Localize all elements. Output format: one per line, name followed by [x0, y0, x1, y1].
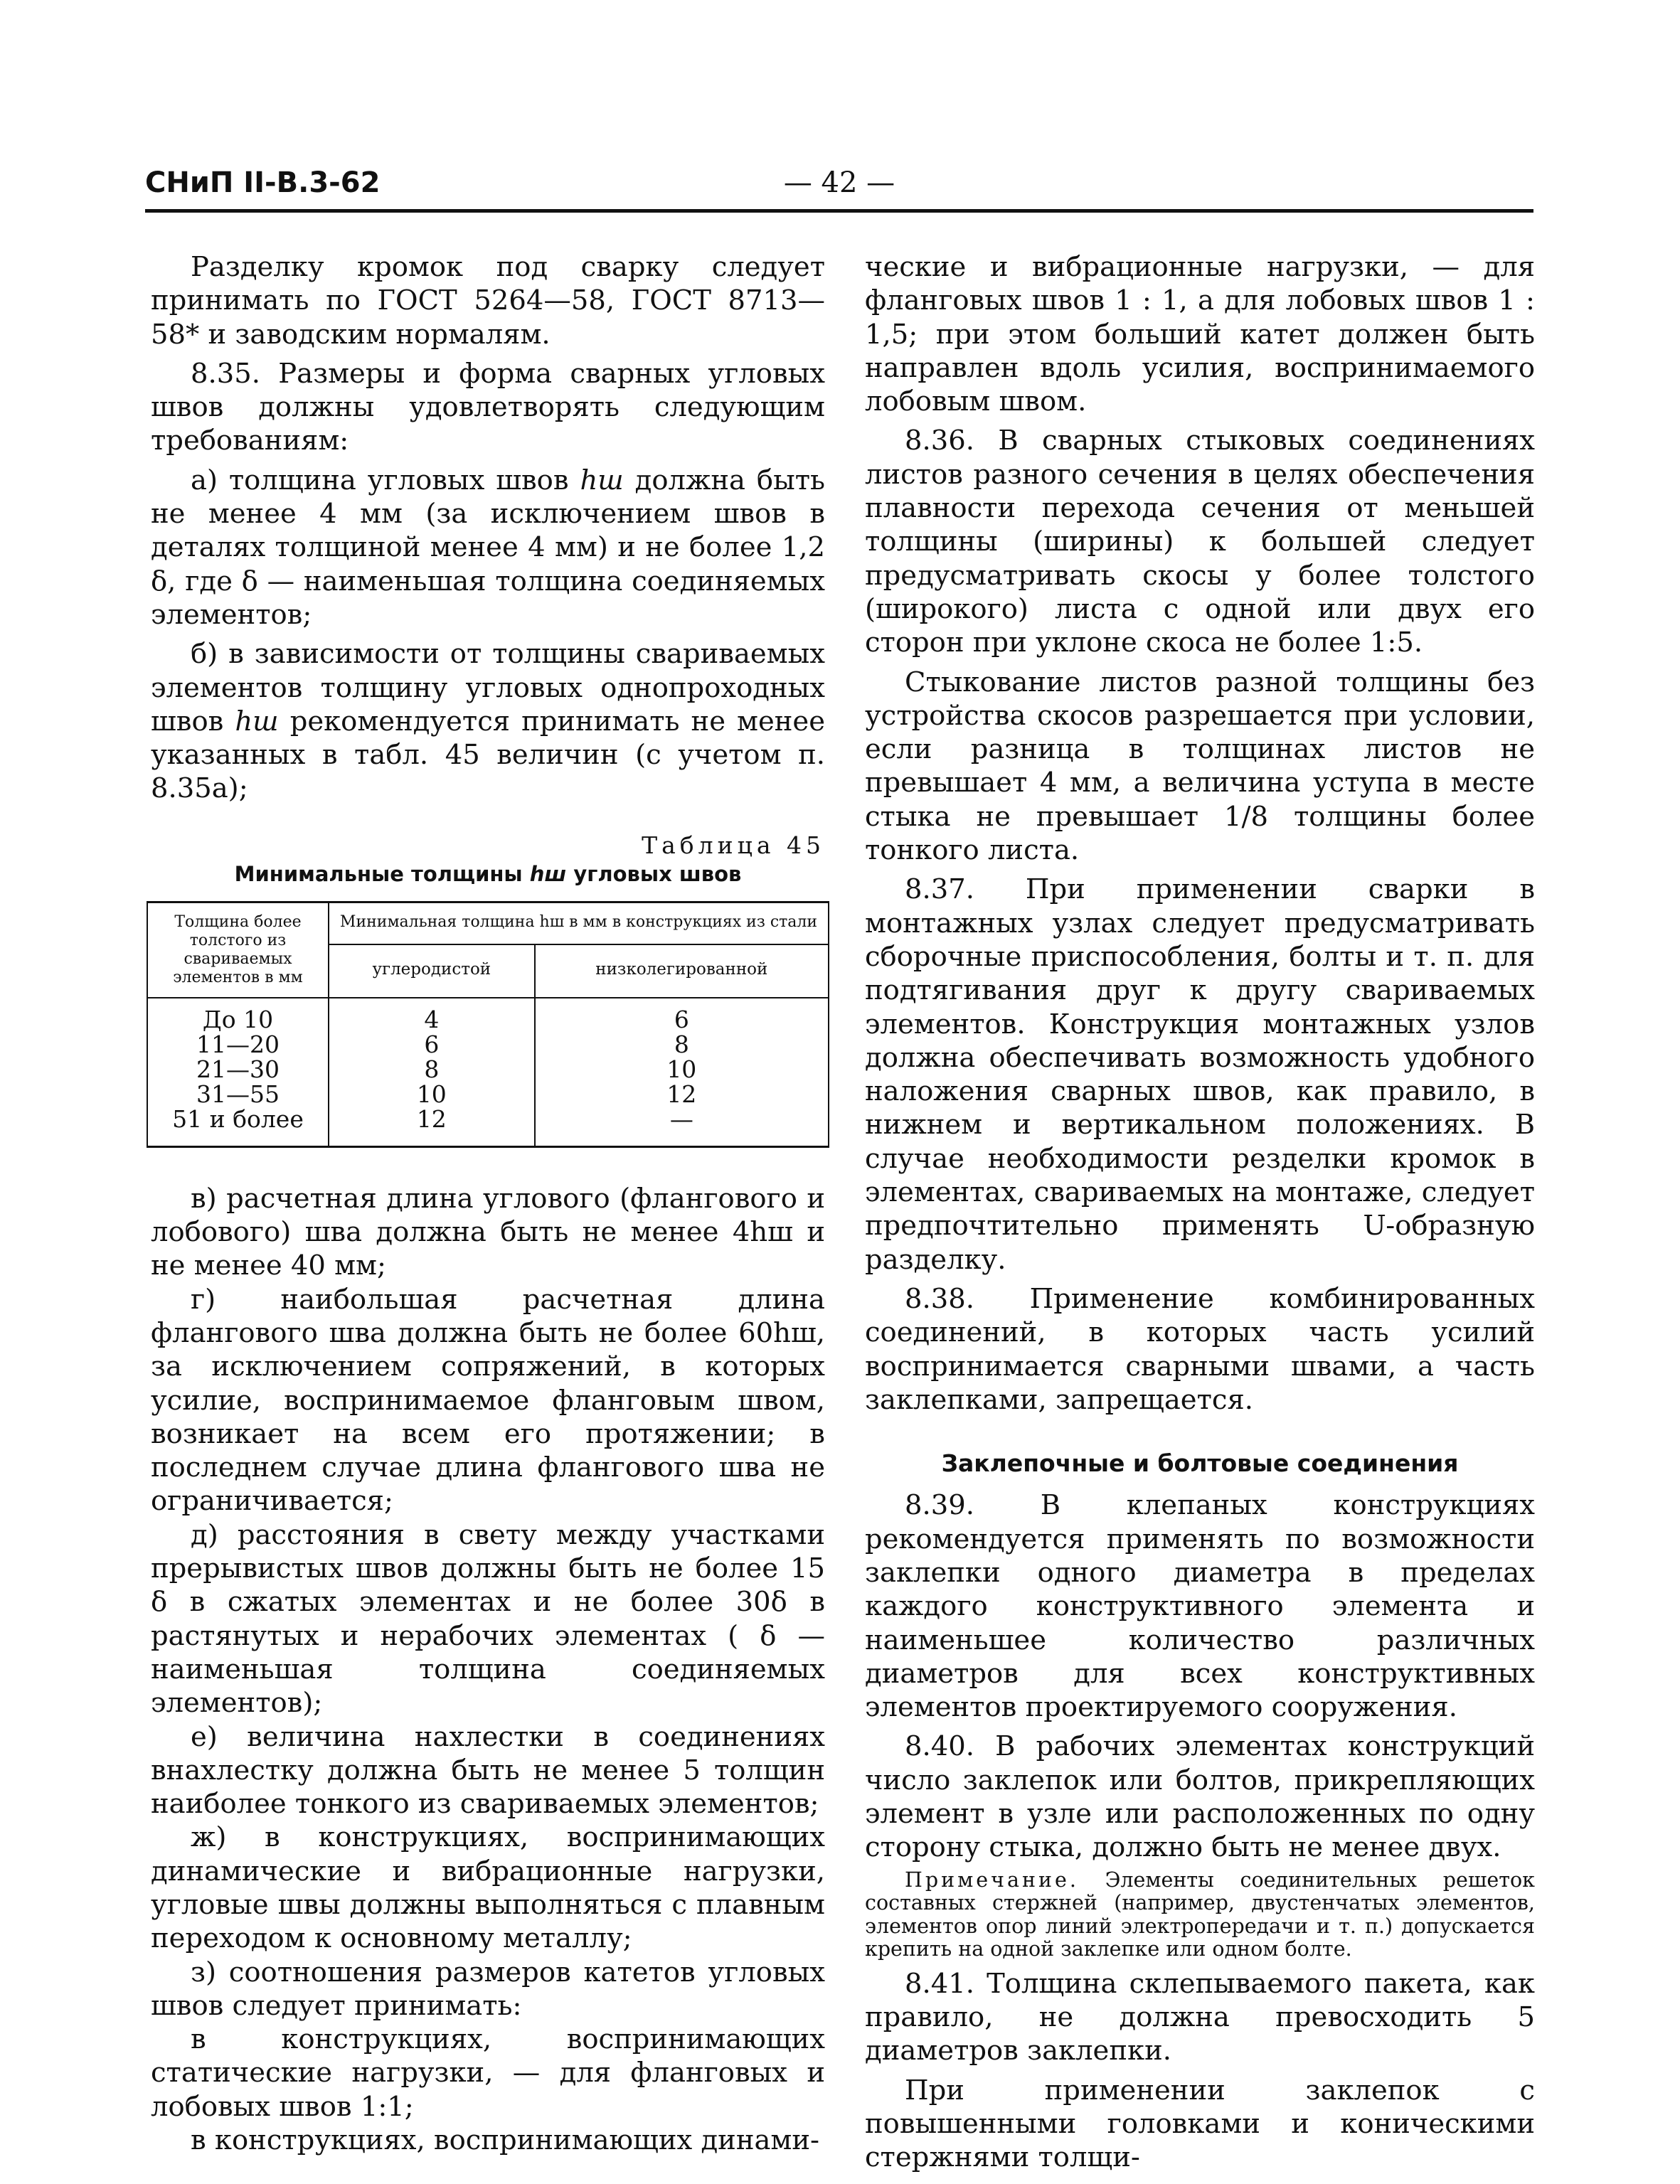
symbol-h: hш	[580, 464, 624, 496]
header-cell-lowalloy: низколегированной	[535, 944, 829, 997]
paragraph-8-37: 8.37. При применении сварки в монтажных узлах следует предусматривать сборочные приспособления, болты и т. п. для подтягивания друг к другу свариваемых элементов. Конструкция монтажных узлов должна обеспечивать возможность удобного наложения сварных швов, как правило, в нижнем и вертикальном положениях. В случае необходимости резделки кромок в элементах, свариваемых на монтаже, следует предпочтительно применять U-образную разделку.	[865, 873, 1535, 1276]
table-45	[147, 901, 829, 1148]
paragraph-static: в конструкциях, воспринимающих статические нагрузки, — для фланговых и лобовых швов 1:1;	[151, 2023, 825, 2123]
page-number: — 42 —	[783, 166, 895, 199]
paragraph-8-39: 8.39. В клепаных конструкциях рекомендуется применять по возможности заклепки одного диаметра в пределах каждого конструктивного элемента и наименьшее количество различных диаметров для всех конструктивных элементов проектируемого сооружения.	[865, 1489, 1535, 1724]
item-d: д) расстояния в свету между участками прерывистых швов должны быть не более 15 δ в сжатых элементах и не более 30δ в растянутых и нерабочих элементах ( δ — наименьшая толщина соединяемых элементов);	[151, 1518, 825, 1720]
item-zh: ж) в конструкциях, воспринимающих динамические и вибрационные нагрузки, угловые швы должны выполняться с плавным переходом к основному металлу;	[151, 1821, 825, 1955]
paragraph: Разделку кромок под сварку следует принимать по ГОСТ 5264—58, ГОСТ 8713—58* и заводским нормалям.	[151, 251, 825, 351]
table-title: Минимальные толщины hш угловых швов	[234, 861, 742, 886]
document-code: СНиП II-В.3-62	[145, 166, 381, 199]
paragraph-8-40: 8.40. В рабочих элементах конструкций число заклепок или болтов, прикрепляющих элемент в узле или расположенных по одну сторону стыка, должно быть не менее двух.	[865, 1730, 1535, 1864]
header-cell-thickness: Толщина более толстого из свариваемых элементов в мм	[147, 902, 329, 998]
note-text: Элементы соединительных решеток составных стержней (например, двустенчатых элементов, элементов опор линий электропередачи и т. п.) допускается крепить на одной заклепке или одном болте.	[865, 1868, 1535, 1961]
paragraph-8-38: 8.38. Применение комбинированных соединений, в которых часть усилий воспринимается сварными швами, а часть заклепками, запрещается.	[865, 1282, 1535, 1416]
table-cell-thickness: До 10 11—20 21—30 31—55 51 и более	[147, 998, 329, 1147]
page-header	[145, 162, 1533, 212]
paragraph: При применении заклепок с повышенными головками и коническими стержнями толщи-	[865, 2074, 1535, 2174]
note-label: Примечание.	[905, 1868, 1079, 1892]
item-a: а) толщина угловых швов hш должна быть не менее 4 мм (за исключением швов в деталях толщиной менее 4 мм) и не более 1,2 δ, где δ — наименьшая толщина соединяемых элементов;	[151, 464, 825, 631]
table-cell-carbon: 4 6 8 10 12	[329, 998, 535, 1147]
header-cell-carbon: углеродистой	[329, 944, 535, 997]
symbol-h: hш	[529, 861, 567, 886]
paragraph-8-41: 8.41. Толщина склепываемого пакета, как правило, не должна превосходить 5 диаметров заклепки.	[865, 1967, 1535, 2067]
item-g: г) наибольшая расчетная длина флангового шва должна быть не более 60hш, за исключением сопряжений, в которых усилие, воспринимаемое фланговым швом, возникает на всем его протяжении; в последнем случае длина флангового шва не ограничивается;	[151, 1283, 825, 1518]
paragraph-dynamic: в конструкциях, воспринимающих динами-	[191, 2124, 820, 2157]
paragraph: Стыкование листов разной толщины без устройства скосов разрешается при условии, если разница в толщинах листов не превышает 4 мм, а величина уступа в месте стыка не превышает 1/8 толщины более тонкого листа.	[865, 666, 1535, 867]
right-column	[865, 250, 1535, 2174]
paragraph-continued: ческие и вибрационные нагрузки, — для фланговых швов 1 : 1, а для лобовых швов 1 : 1,5; при этом больший катет должен быть направлен вдоль усилия, воспринимаемого лобовым швом.	[865, 251, 1535, 418]
left-column	[151, 250, 825, 2157]
table-cell-lowalloy: 6 8 10 12 —	[535, 998, 829, 1147]
item-b: б) в зависимости от толщины свариваемых элементов толщину угловых однопроходных швов hш рекомендуется принимать не менее указанных в табл. 45 величин (с учетом п. 8.35а);	[151, 638, 825, 805]
paragraph-8-35: 8.35. Размеры и форма сварных угловых швов должны удовлетворять следующим требованиям:	[151, 357, 825, 457]
item-z: з) соотношения размеров катетов угловых швов следует принимать:	[151, 1956, 825, 2022]
note	[865, 1869, 1535, 1961]
symbol-h: hш	[235, 705, 279, 737]
section-title: Заклепочные и болтовые соединения	[941, 1449, 1459, 1478]
header-rule	[145, 209, 1533, 213]
item-e: е) величина нахлестки в соединениях внахлестку должна быть не менее 5 толщин наиболее тонкого из свариваемых элементов;	[151, 1720, 825, 1821]
item-v: в) расчетная длина углового (флангового и лобового) шва должна быть не менее 4hш и не менее 40 мм;	[151, 1182, 825, 1282]
table-caption: Таблица 45	[642, 831, 825, 859]
paragraph-8-36: 8.36. В сварных стыковых соединениях листов разного сечения в целях обеспечения плавности перехода сечения от меньшей толщины (ширины) к большей следует предусматривать скосы у более толстого (широкого) листа с одной или двух его сторон при уклоне скоса не более 1:5.	[865, 425, 1535, 659]
header-cell-group: Минимальная толщина hш в мм в конструкциях из стали	[329, 902, 829, 944]
